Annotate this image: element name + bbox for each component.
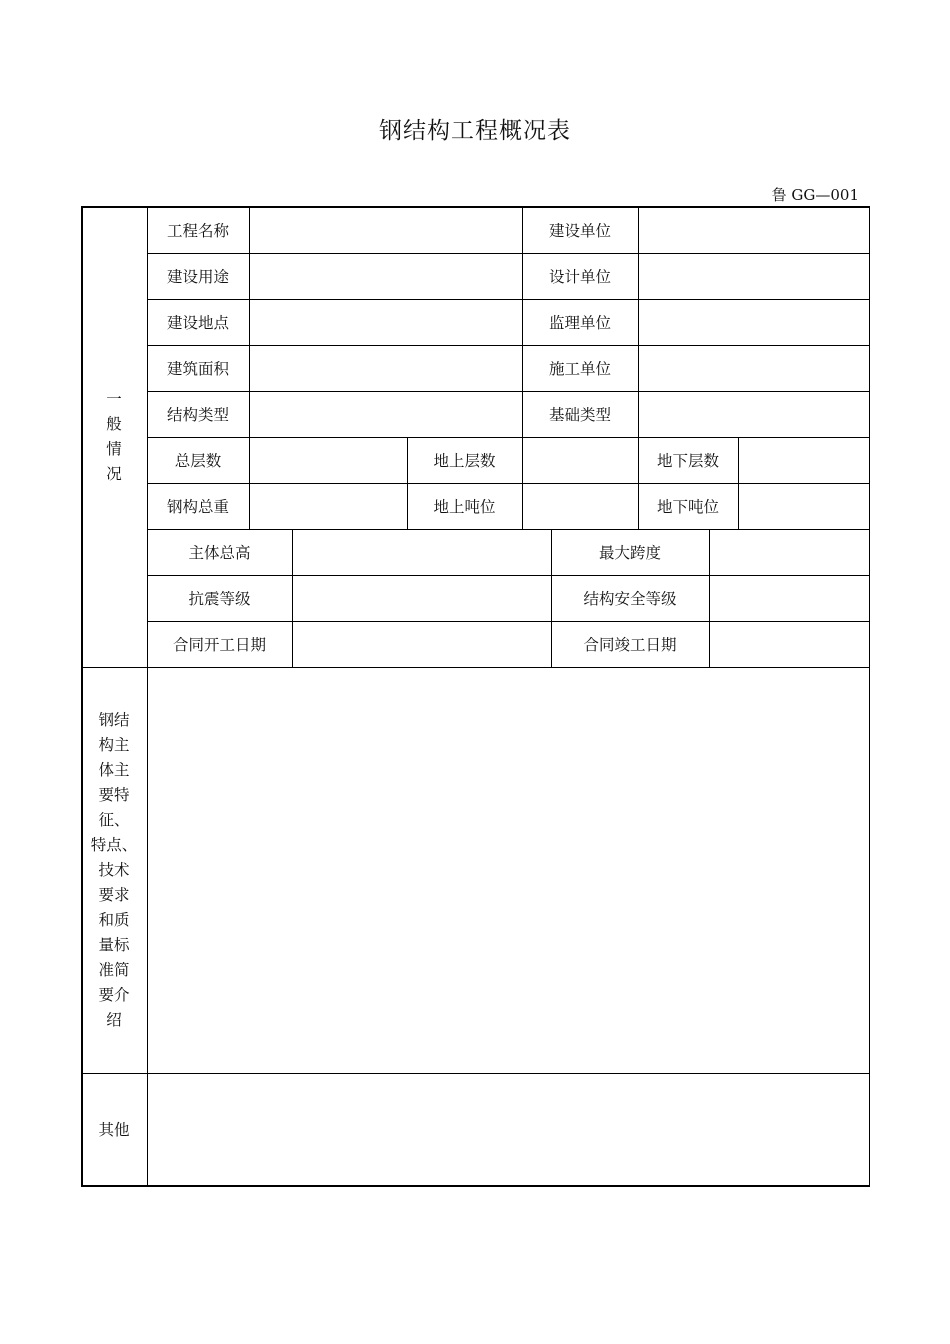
- section-other-label: 其他: [98, 1121, 130, 1139]
- page-title: 钢结构工程概况表: [379, 118, 571, 144]
- field-total-floors[interactable]: [249, 437, 407, 483]
- field-floors-above[interactable]: [522, 437, 638, 483]
- field-building-use[interactable]: [249, 253, 522, 299]
- field-floor-area[interactable]: [249, 345, 522, 391]
- field-safety-grade[interactable]: [709, 575, 869, 621]
- field-construction-unit[interactable]: [638, 206, 869, 253]
- label-floors-below: 地下层数: [656, 452, 719, 470]
- field-site-location[interactable]: [249, 299, 522, 345]
- label-site-location: 建设地点: [166, 314, 229, 332]
- field-supervision-unit[interactable]: [638, 299, 869, 345]
- field-tonnage-above[interactable]: [522, 483, 638, 529]
- label-total-floors: 总层数: [174, 452, 222, 470]
- label-safety-grade: 结构安全等级: [583, 590, 677, 608]
- field-floors-below[interactable]: [738, 437, 869, 483]
- label-foundation-type: 基础类型: [548, 406, 611, 424]
- label-contract-start: 合同开工日期: [172, 636, 266, 654]
- section-general-label: 一 般 情 况: [106, 389, 122, 483]
- field-contractor-unit[interactable]: [638, 345, 869, 391]
- field-foundation-type[interactable]: [638, 391, 869, 437]
- field-features-description[interactable]: [148, 668, 868, 1073]
- label-steel-total-weight: 钢构总重: [166, 498, 229, 516]
- field-design-unit[interactable]: [638, 253, 869, 299]
- label-design-unit: 设计单位: [548, 268, 611, 286]
- field-main-height[interactable]: [292, 529, 551, 575]
- field-contract-end[interactable]: [709, 621, 869, 667]
- label-tonnage-below: 地下吨位: [656, 498, 719, 516]
- field-max-span[interactable]: [709, 529, 869, 575]
- label-main-height: 主体总高: [188, 544, 251, 562]
- label-seismic-grade: 抗震等级: [188, 590, 251, 608]
- form-code: 鲁 GG—001: [771, 186, 859, 204]
- label-contractor-unit: 施工单位: [548, 360, 611, 378]
- label-building-use: 建设用途: [166, 268, 229, 286]
- field-seismic-grade[interactable]: [292, 575, 551, 621]
- field-structure-type[interactable]: [249, 391, 522, 437]
- label-max-span: 最大跨度: [598, 544, 661, 562]
- section-features: [81, 667, 147, 1073]
- section-features-label: 钢结 构主 体主 要特 征、 特点、 技术 要求 和质 量标 准简 要介 绍: [90, 710, 138, 1029]
- section-other: [81, 1073, 147, 1185]
- field-steel-total-weight[interactable]: [249, 483, 407, 529]
- field-project-name[interactable]: [249, 206, 522, 253]
- label-contract-end: 合同竣工日期: [583, 636, 677, 654]
- label-tonnage-above: 地上吨位: [433, 498, 496, 516]
- label-floors-above: 地上层数: [433, 452, 496, 470]
- label-construction-unit: 建设单位: [548, 221, 611, 240]
- field-other[interactable]: [148, 1074, 868, 1185]
- section-general-info: [81, 206, 147, 667]
- label-floor-area: 建筑面积: [166, 360, 229, 378]
- label-structure-type: 结构类型: [166, 406, 229, 424]
- field-tonnage-below[interactable]: [738, 483, 869, 529]
- field-contract-start[interactable]: [292, 621, 551, 667]
- label-supervision-unit: 监理单位: [548, 314, 611, 332]
- label-project-name: 工程名称: [166, 221, 229, 240]
